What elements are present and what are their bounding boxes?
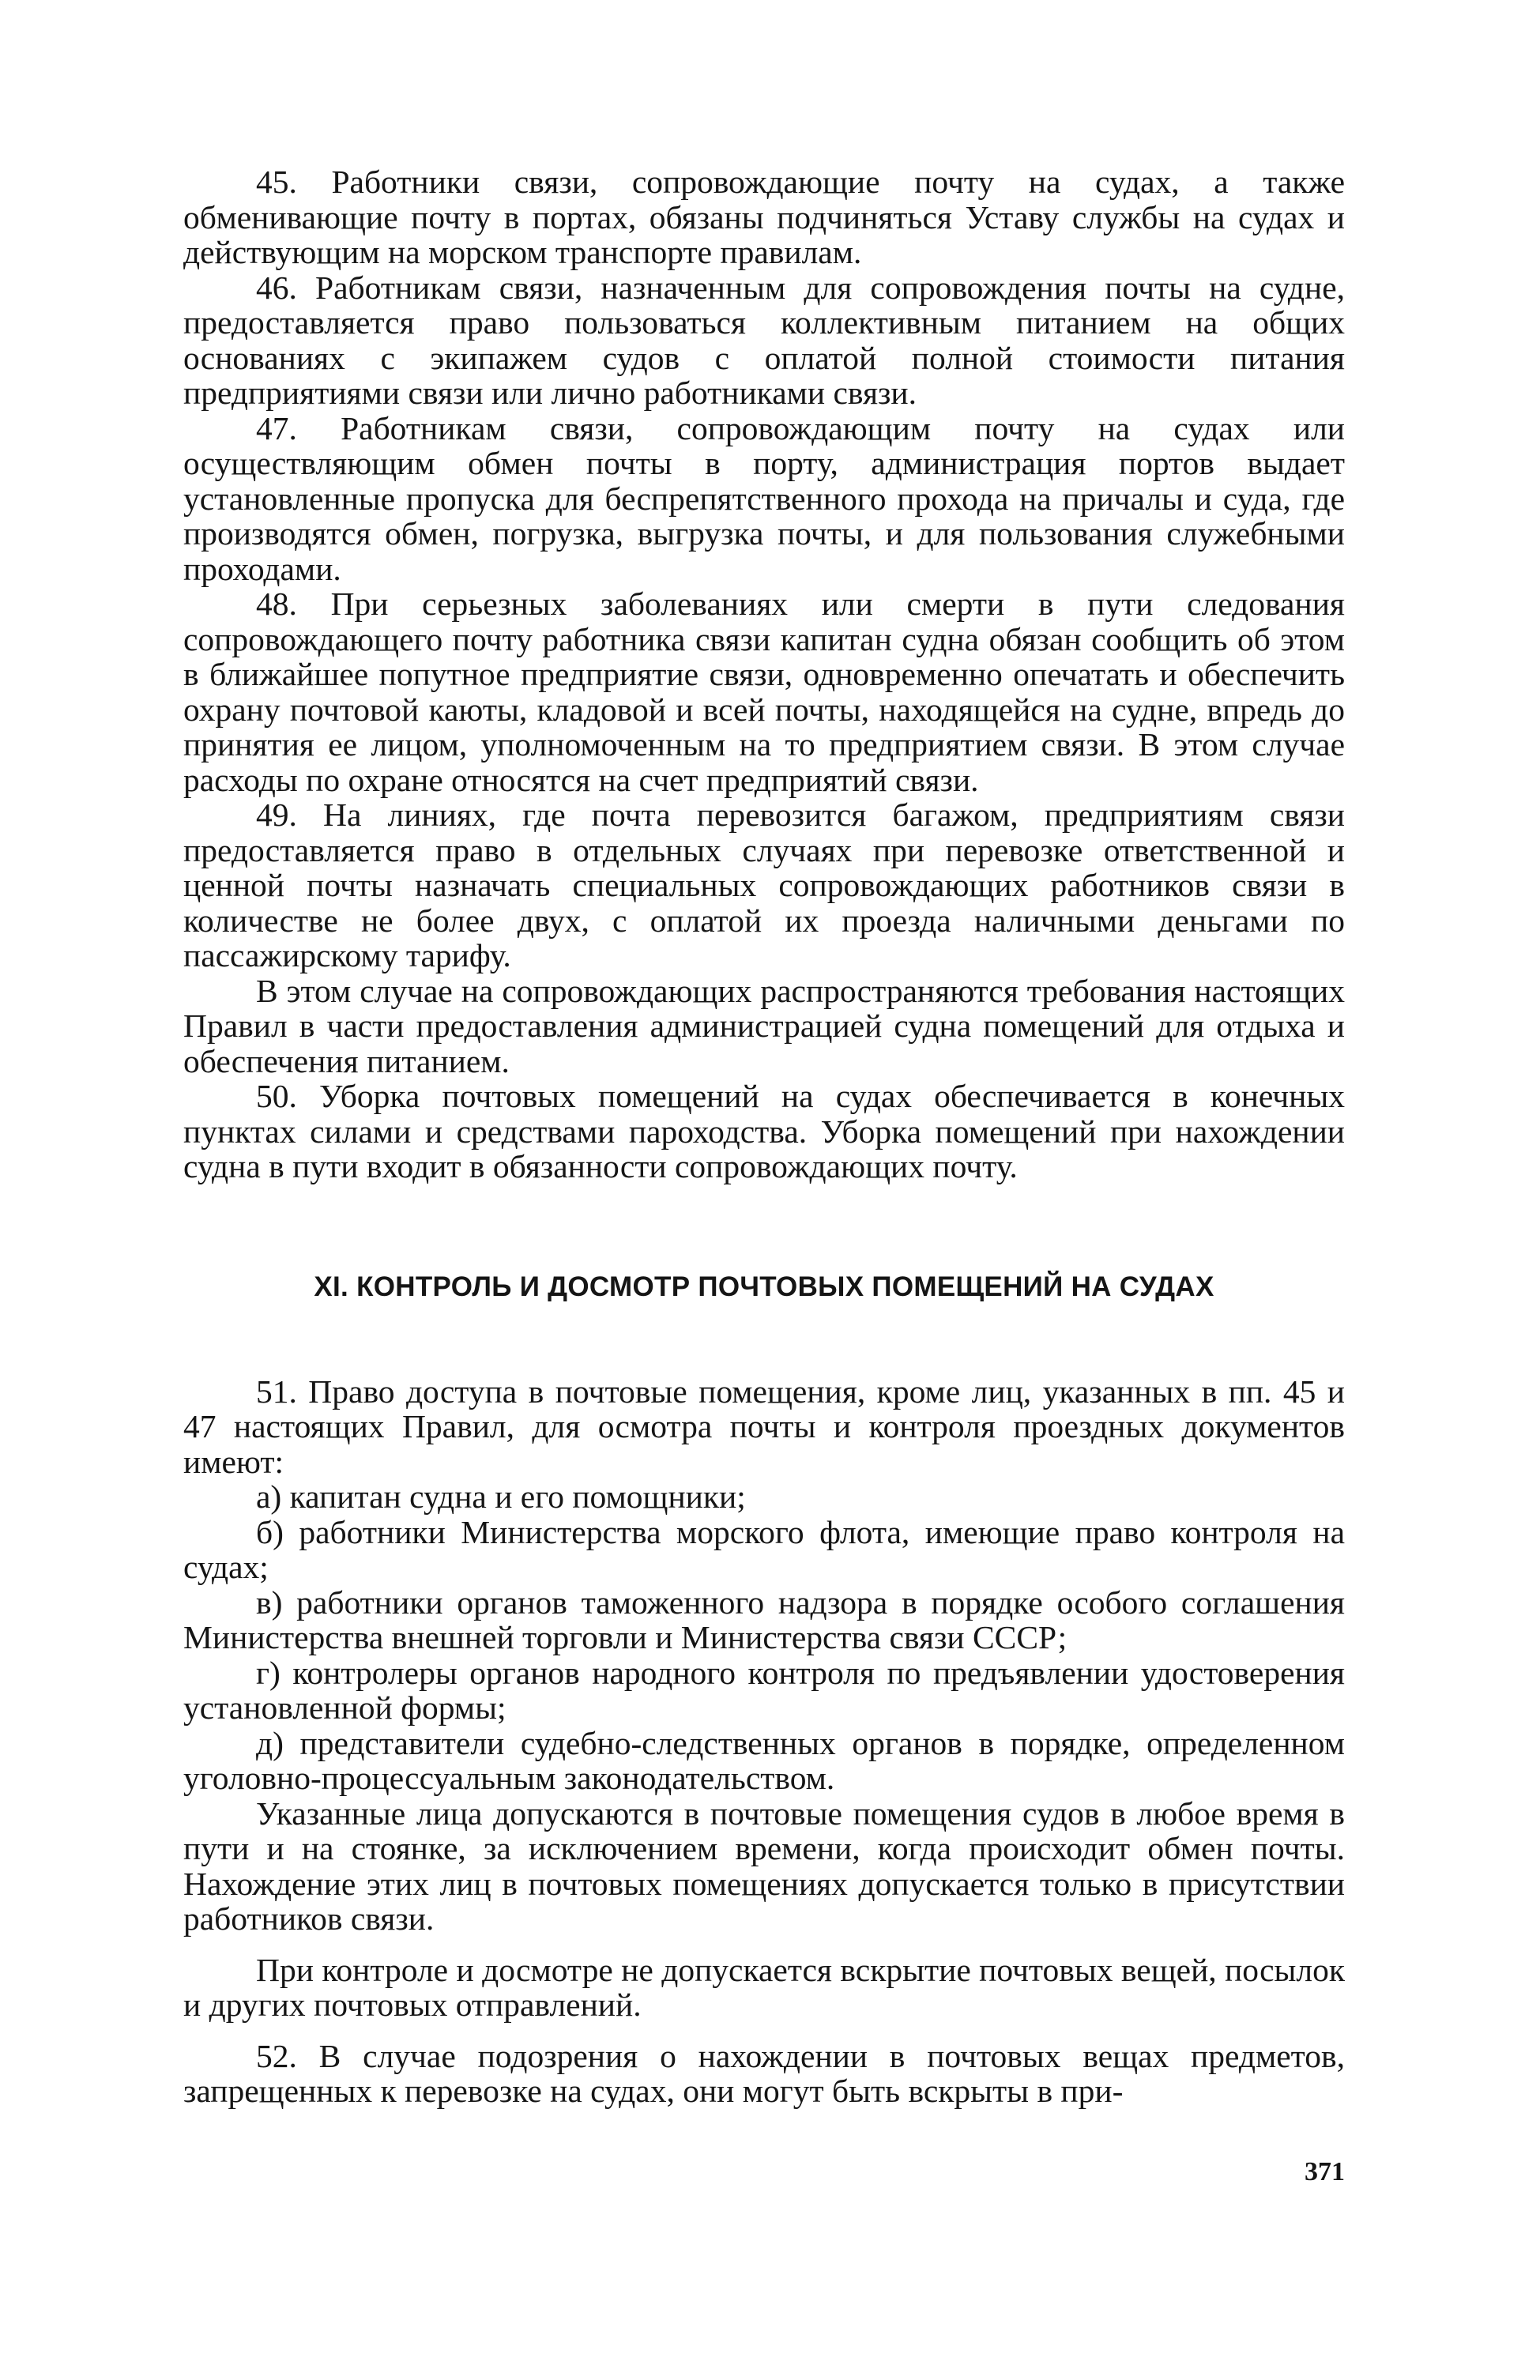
paragraph-51: 51. Право доступа в почтовые помещения, кроме лиц, указанных в пп. 45 и 47 настоящих Правил, для осмотра почты и контроля проездных документов имеют: xyxy=(183,1373,1345,1480)
paragraph-45: 45. Работники связи, сопровождающие почту на судах, а также обменивающие почту в портах, обязаны подчиняться Уставу службы на судах и действующим на морском транспорте правилам. xyxy=(183,164,1345,270)
list-item: в) работники органов таможенного надзора в порядке особого соглашения Министерства внешней торговли и Министерства связи СССР; xyxy=(183,1584,1345,1655)
paragraph-49-continuation: В этом случае на сопровождающих распространяются требования настоящих Правил в части предоставления администрацией судна помещений для отдыха и обеспечения питанием. xyxy=(183,972,1345,1079)
paragraph-46: 46. Работникам связи, назначенным для сопровождения почты на судне, предоставляется право пользоваться коллективным питанием на общих основаниях с экипажем судов с оплатой полной стоимости питания предприятиями связи или лично работниками связи. xyxy=(183,269,1345,411)
list-item: г) контролеры органов народного контроля по предъявлении удостоверения установленной формы; xyxy=(183,1654,1345,1726)
access-list xyxy=(183,1479,1345,1796)
paragraph-access: Указанные лица допускаются в почтовые помещения судов в любое время в пути и на стоянке, за исключением времени, когда происходит обмен почты. Нахождение этих лиц в почтовых помещениях допускается только в присутствии работников связи. xyxy=(183,1794,1345,1937)
paragraph-52: 52. В случае подозрения о нахождении в почтовых вещах предметов, запрещенных к перевозке на судах, они могут быть вскрыты в при- xyxy=(183,2037,1345,2109)
list-item: д) представители судебно-следственных органов в порядке, определенном уголовно-процессуальным законодательством. xyxy=(183,1724,1345,1796)
list-item: а) капитан судна и его помощники; xyxy=(256,1478,746,1515)
paragraph-control: При контроле и досмотре не допускается вскрытие почтовых вещей, посылок и других почтовых отправлений. xyxy=(183,1951,1345,2023)
section-heading: XI. КОНТРОЛЬ И ДОСМОТР ПОЧТОВЫХ ПОМЕЩЕНИЙ НА СУДАХ xyxy=(314,1271,1214,1302)
list-item: б) работники Министерства морского флота, имеющие право контроля на судах; xyxy=(183,1513,1345,1585)
paragraph-48: 48. При серьезных заболеваниях или смерти в пути следования сопровождающего почту работника связи капитан судна обязан сообщить об этом в ближайшее попутное предприятие связи, одновременно опечатать и обеспечить охрану почтовой каюты, кладовой и всей почты, находящейся на судне, впредь до принятия ее лицом, уполномоченным на то предприятием связи. В этом случае расходы по охране относятся на счет предприятий связи. xyxy=(183,586,1345,798)
page-number: 371 xyxy=(1305,2157,1345,2186)
paragraph-47: 47. Работникам связи, сопровождающим почту на судах или осуществляющим обмен почты в порту, администрация портов выдает установленные пропуска для беспрепятственного прохода на причалы и суда, где производятся обмен, погрузка, выгрузка почты, и для пользования служебными проходами. xyxy=(183,409,1345,587)
paragraph-49: 49. На линиях, где почта перевозится багажом, предприятиям связи предоставляется право в отдельных случаях при перевозке ответственной и ценной почты назначать специальных сопровождающих работников связи в количестве не более двух, с оплатой их проезда наличными деньгами по пассажирскому тарифу. xyxy=(183,796,1345,973)
page-body xyxy=(183,164,1345,2109)
paragraph-50: 50. Уборка почтовых помещений на судах обеспечивается в конечных пунктах силами и средствами пароходства. Уборка помещений при нахождении судна в пути входит в обязанности сопровождающих почту. xyxy=(183,1078,1345,1184)
